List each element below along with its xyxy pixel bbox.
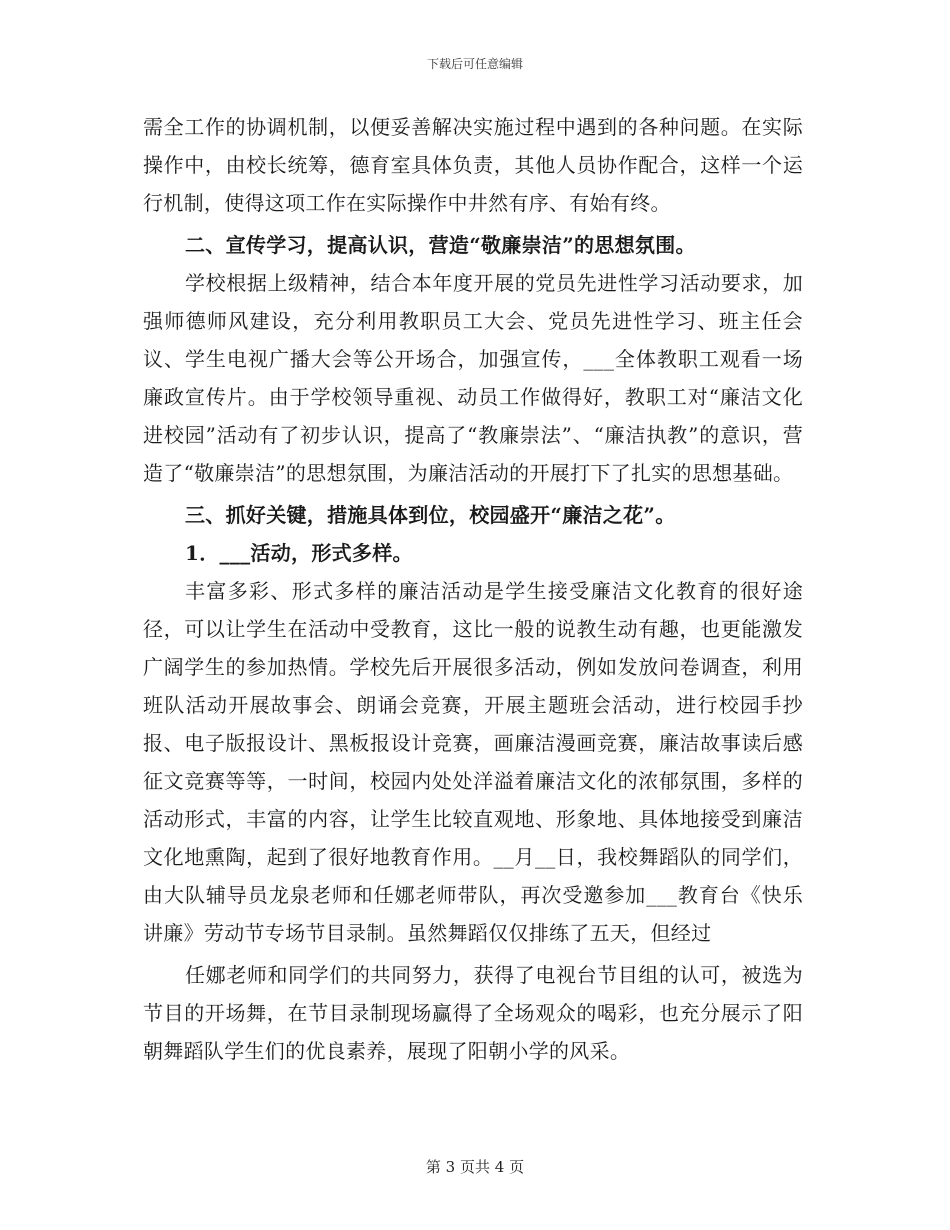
page-header: 下载后可任意编辑: [426, 57, 523, 71]
heading-section-three: 三、抓好关键，措施具体到位，校园盛开“廉洁之花”。: [185, 503, 676, 527]
heading-subsection-one: 1．___活动，形式多样。: [185, 541, 413, 565]
paragraph-activities: 丰富多彩、形式多样的廉洁活动是学生接受廉洁文化教育的很好途径，可以让学生在活动中受教育，这比一般的说教生动有趣，也更能激发广阔学生的参加热情。学校先后开展很多活动，例如发放问卷调查，利用班队活动开展故事会、朗诵会竞赛，开展主题班会活动，进行校园手抄报、电子版报设计、黑板报设计竞赛，画廉洁漫画竞赛，廉洁故事读后感征文竞赛等等，一时间，校园内处处洋溢着廉洁文化的浓郁氛围，多样的活动形式，丰富的内容，让学生比较直观地、形象地、具体地接受到廉洁文化地熏陶，起到了很好地教育作用。__月__日，我校舞蹈队的同学们，由大队辅导员龙泉老师和任娜老师带队，再次受邀参加___教育台《快乐讲廉》劳动节专场节目录制。虽然舞蹈仅仅排练了五天，但经过: [143, 579, 803, 945]
document-body: [143, 108, 803, 1070]
heading-section-two: 二、宣传学习，提高认识，营造“敬廉崇洁”的思想氛围。: [185, 233, 696, 257]
paragraph-propaganda: 学校根据上级精神，结合本年度开展的党员先进性学习活动要求，加强师德师风建设，充分利用教职员工大会、党员先进性学习、班主任会议、学生电视广播大会等公开场合，加强宣传，___全体教职工观看一场廉政宣传片。由于学校领导重视、动员工作做得好，教职工对“廉洁文化进校园”活动有了初步认识，提高了“教廉崇法”、“廉洁执教”的意识，营造了“敬廉崇洁”的思想氛围，为廉洁活动的开展打下了扎实的思想基础。: [143, 271, 803, 485]
page-footer: 第 3 页共 4 页: [425, 1158, 525, 1176]
paragraph-coordination: 需全工作的协调机制，以便妥善解决实施过程中遇到的各种问题。在实际操作中，由校长统筹，德育室具体负责，其他人员协作配合，这样一个运行机制，使得这项工作在实际操作中井然有序、有始有终。: [143, 115, 803, 215]
paragraph-dance-team: 任娜老师和同学们的共同努力，获得了电视台节目组的认可，被选为节目的开场舞，在节目录制现场赢得了全场观众的喝彩，也充分展示了阳朝舞蹈队学生们的优良素养，展现了阳朝小学的风采。: [143, 963, 803, 1063]
